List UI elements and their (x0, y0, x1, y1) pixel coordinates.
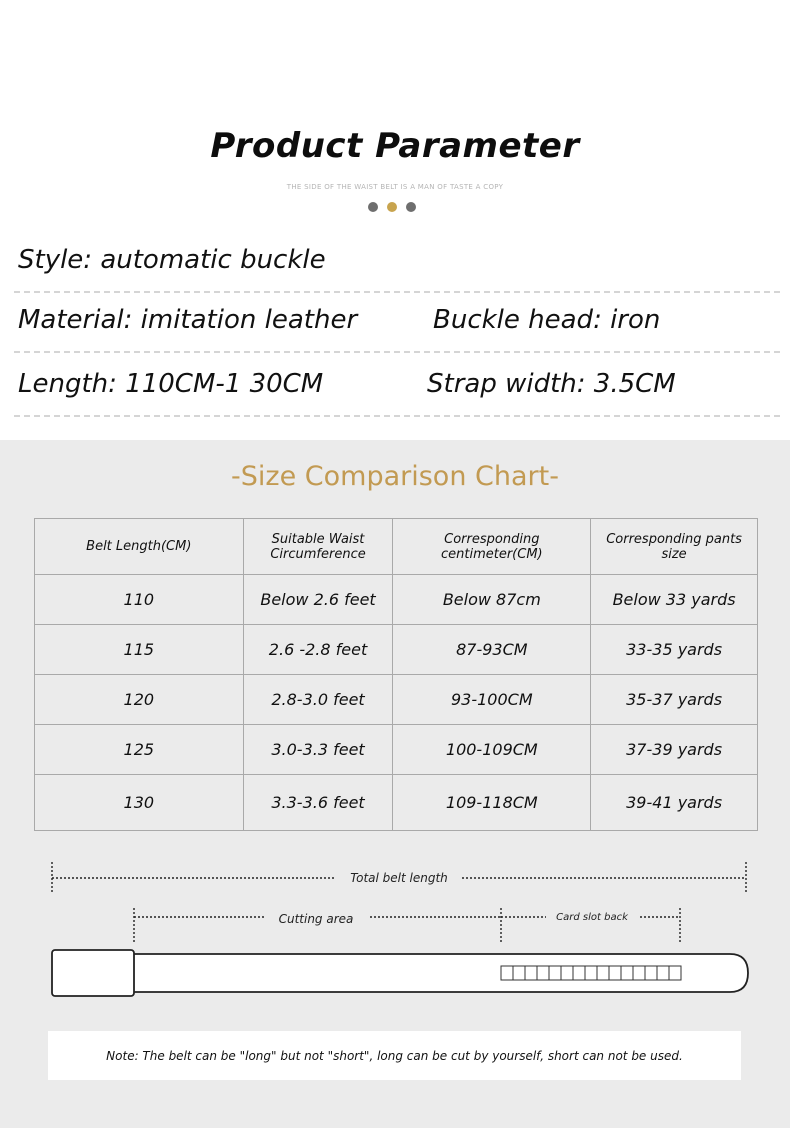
cell-pants-size: Below 33 yards (591, 575, 758, 625)
cell-waist: 3.0-3.3 feet (243, 725, 393, 775)
dot-icon (387, 202, 397, 212)
param-material: Material: imitation leather (18, 305, 358, 335)
cell-pants-size: 35-37 yards (591, 675, 758, 725)
table-header-row (35, 519, 758, 575)
cell-centimeter: Below 87cm (393, 575, 591, 625)
param-buckle-head: Buckle head: iron (433, 305, 661, 335)
table-row (35, 725, 758, 775)
cell-centimeter: 100-109CM (393, 725, 591, 775)
belt-diagram-svg (0, 850, 790, 1010)
usage-note: Note: The belt can be "long" but not "short", long can be cut by yourself, short can not be used. (48, 1031, 741, 1080)
cell-waist: 3.3-3.6 feet (243, 775, 393, 831)
header-pants-size: Corresponding pants size (591, 519, 758, 575)
param-style: Style: automatic buckle (18, 245, 326, 275)
param-row-length (14, 353, 780, 417)
header-belt-length: Belt Length(CM) (35, 519, 244, 575)
cell-belt-length: 110 (35, 575, 244, 625)
size-chart-title: -Size Comparison Chart- (231, 461, 559, 492)
card-slot-label: Card slot back (556, 912, 628, 923)
cell-belt-length: 130 (35, 775, 244, 831)
param-length: Length: 110CM-1 30CM (18, 369, 324, 399)
cell-belt-length: 120 (35, 675, 244, 725)
cell-waist: 2.8-3.0 feet (243, 675, 393, 725)
table-row (35, 675, 758, 725)
cell-centimeter: 109-118CM (393, 775, 591, 831)
page-title: Product Parameter (210, 126, 580, 166)
size-comparison-table (34, 518, 758, 831)
cell-belt-length: 115 (35, 625, 244, 675)
decorative-dots (368, 202, 416, 212)
cell-pants-size: 39-41 yards (591, 775, 758, 831)
total-length-label: Total belt length (350, 871, 448, 885)
cell-centimeter: 87-93CM (393, 625, 591, 675)
cell-centimeter: 93-100CM (393, 675, 591, 725)
param-row-style (14, 233, 780, 293)
table-row (35, 625, 758, 675)
dot-icon (368, 202, 378, 212)
cell-pants-size: 33-35 yards (591, 625, 758, 675)
belt-diagram (0, 850, 790, 1010)
cell-waist: Below 2.6 feet (243, 575, 393, 625)
cutting-area-label: Cutting area (278, 912, 354, 926)
belt-strap-shape (134, 954, 748, 992)
table-row (35, 575, 758, 625)
cell-waist: 2.6 -2.8 feet (243, 625, 393, 675)
param-row-material (14, 293, 780, 353)
product-parameter-section (0, 0, 790, 440)
page-subtitle: THE SIDE OF THE WAIST BELT IS A MAN OF TASTE A COPY (286, 183, 504, 191)
header-centimeter: Corresponding centimeter(CM) (393, 519, 591, 575)
dot-icon (406, 202, 416, 212)
param-strap-width: Strap width: 3.5CM (427, 369, 676, 399)
cell-belt-length: 125 (35, 725, 244, 775)
belt-buckle-shape (52, 950, 134, 996)
table-row (35, 775, 758, 831)
header-waist-circumference: Suitable Waist Circumference (243, 519, 393, 575)
cell-pants-size: 37-39 yards (591, 725, 758, 775)
